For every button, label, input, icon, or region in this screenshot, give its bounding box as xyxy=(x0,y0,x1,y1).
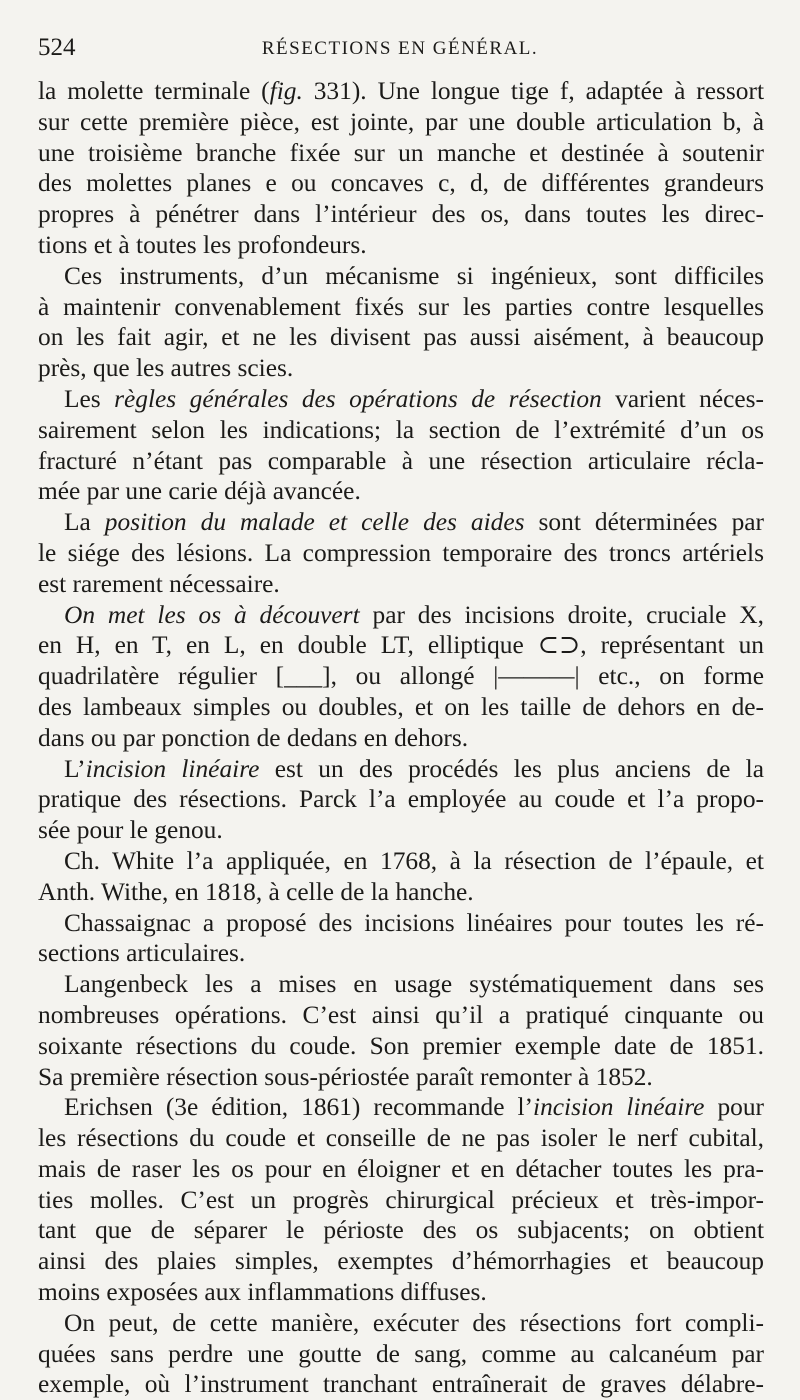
text-line: la molette terminale (fig. 331). Une longue tige f, adaptée à ressort xyxy=(38,77,764,105)
body-text xyxy=(38,76,764,1400)
text-line: ties molles. C’est un progrès chirurgical précieux et très-impor- xyxy=(38,1185,764,1214)
text-line: La position du malade et celle des aides sont déterminées par xyxy=(64,508,764,537)
text-line: dans ou par ponction de dedans en dehors. xyxy=(38,723,469,752)
text-line: On met les os à découvert par des incisions droite, cruciale X, xyxy=(64,600,764,629)
text-line: quées sans perdre une goutte de sang, comme au calcanéum par xyxy=(38,1339,764,1368)
text-line: Chassaignac a proposé des incisions linéaires pour toutes les ré- xyxy=(64,908,764,937)
text-line: propres à pénétrer dans l’intérieur des os, dans toutes les direc- xyxy=(38,200,764,229)
text-line: Les règles générales des opérations de résection varient néces- xyxy=(64,384,764,413)
text-line: des lambeaux simples ou doubles, et on les taille de dehors en de- xyxy=(38,692,764,721)
text-line: les résections du coude et conseille de ne pas isoler le nerf cubital, xyxy=(38,1124,764,1153)
text-line: Erichsen (3e édition, 1861) recommande l’incision linéaire pour xyxy=(64,1093,764,1122)
text-line: des molettes planes e ou concaves c, d, de différentes grandeurs xyxy=(38,169,764,198)
text-line: mais de raser les os pour en éloigner et en détacher toutes les pra- xyxy=(38,1154,764,1183)
paragraph xyxy=(38,1092,764,1308)
paragraph xyxy=(38,507,764,599)
text-line: fracturé n’étant pas comparable à une résection articulaire récla- xyxy=(38,446,764,475)
paragraph xyxy=(38,846,764,908)
paragraph xyxy=(38,754,764,846)
text-line: en H, en T, en L, en double LT, elliptique ⊂⊃, représentant un xyxy=(38,631,764,660)
text-line: exemple, où l’instrument tranchant entraînerait de graves délabre- xyxy=(38,1370,764,1399)
text-line: Ces instruments, d’un mécanisme si ingénieux, sont difficiles xyxy=(64,261,764,290)
text-line: Langenbeck les a mises en usage systématiquement dans ses xyxy=(64,970,764,999)
text-line: moins exposées aux inflammations diffuses. xyxy=(38,1278,487,1307)
page-header xyxy=(38,34,762,64)
text-line: le siége des lésions. La compression temporaire des troncs artériels xyxy=(38,538,764,567)
text-line: est rarement nécessaire. xyxy=(38,569,280,598)
text-line: une troisième branche fixée sur un manche et destinée à soutenir xyxy=(38,138,764,167)
text-line: On peut, de cette manière, exécuter des résections fort compli- xyxy=(64,1308,764,1337)
paragraph xyxy=(38,969,764,1092)
text-line: tant que de séparer le périoste des os subjacents; on obtient xyxy=(38,1216,764,1245)
text-line: à maintenir convenablement fixés sur les parties contre lesquelles xyxy=(38,292,764,321)
paragraph xyxy=(38,1308,764,1400)
text-line: tions et à toutes les profondeurs. xyxy=(38,230,367,259)
text-line: près, que les autres scies. xyxy=(38,354,294,383)
text-line: soixante résections du coude. Son premier exemple date de 1851. xyxy=(38,1031,764,1060)
text-line: quadrilatère régulier [___], ou allongé |———| etc., on forme xyxy=(38,662,764,691)
text-line: sur cette première pièce, est jointe, par une double articulation b, à xyxy=(38,107,764,136)
paragraph xyxy=(38,384,764,507)
text-line: Anth. Withe, en 1818, à celle de la hanche. xyxy=(38,877,474,906)
text-line: ainsi des plaies simples, exemptes d’hémorrhagies et beaucoup xyxy=(38,1247,764,1276)
text-line: sée pour le genou. xyxy=(38,816,223,845)
text-line: Ch. White l’a appliquée, en 1768, à la résection de l’épaule, et xyxy=(64,846,764,875)
text-line: on les fait agir, et ne les divisent pas aussi aisément, à beaucoup xyxy=(38,323,764,352)
paragraph xyxy=(38,600,764,754)
page-number: 524 xyxy=(38,34,76,61)
paragraph xyxy=(38,261,764,384)
running-title: RÉSECTIONS EN GÉNÉRAL. xyxy=(261,38,539,59)
paragraph xyxy=(38,76,764,261)
text-line: pratique des résections. Parck l’a employée au coude et l’a propo- xyxy=(38,785,764,814)
text-line: L’incision linéaire est un des procédés les plus anciens de la xyxy=(64,754,764,783)
text-line: nombreuses opérations. C’est ainsi qu’il a pratiqué cinquante ou xyxy=(38,1000,764,1029)
paragraph xyxy=(38,908,764,970)
text-line: sections articulaires. xyxy=(38,939,246,968)
text-line: Sa première résection sous-périostée paraît remonter à 1852. xyxy=(38,1062,653,1091)
text-line: mée par une carie déjà avancée. xyxy=(38,477,361,506)
text-line: sairement selon les indications; la section de l’extrémité d’un os xyxy=(38,415,764,444)
